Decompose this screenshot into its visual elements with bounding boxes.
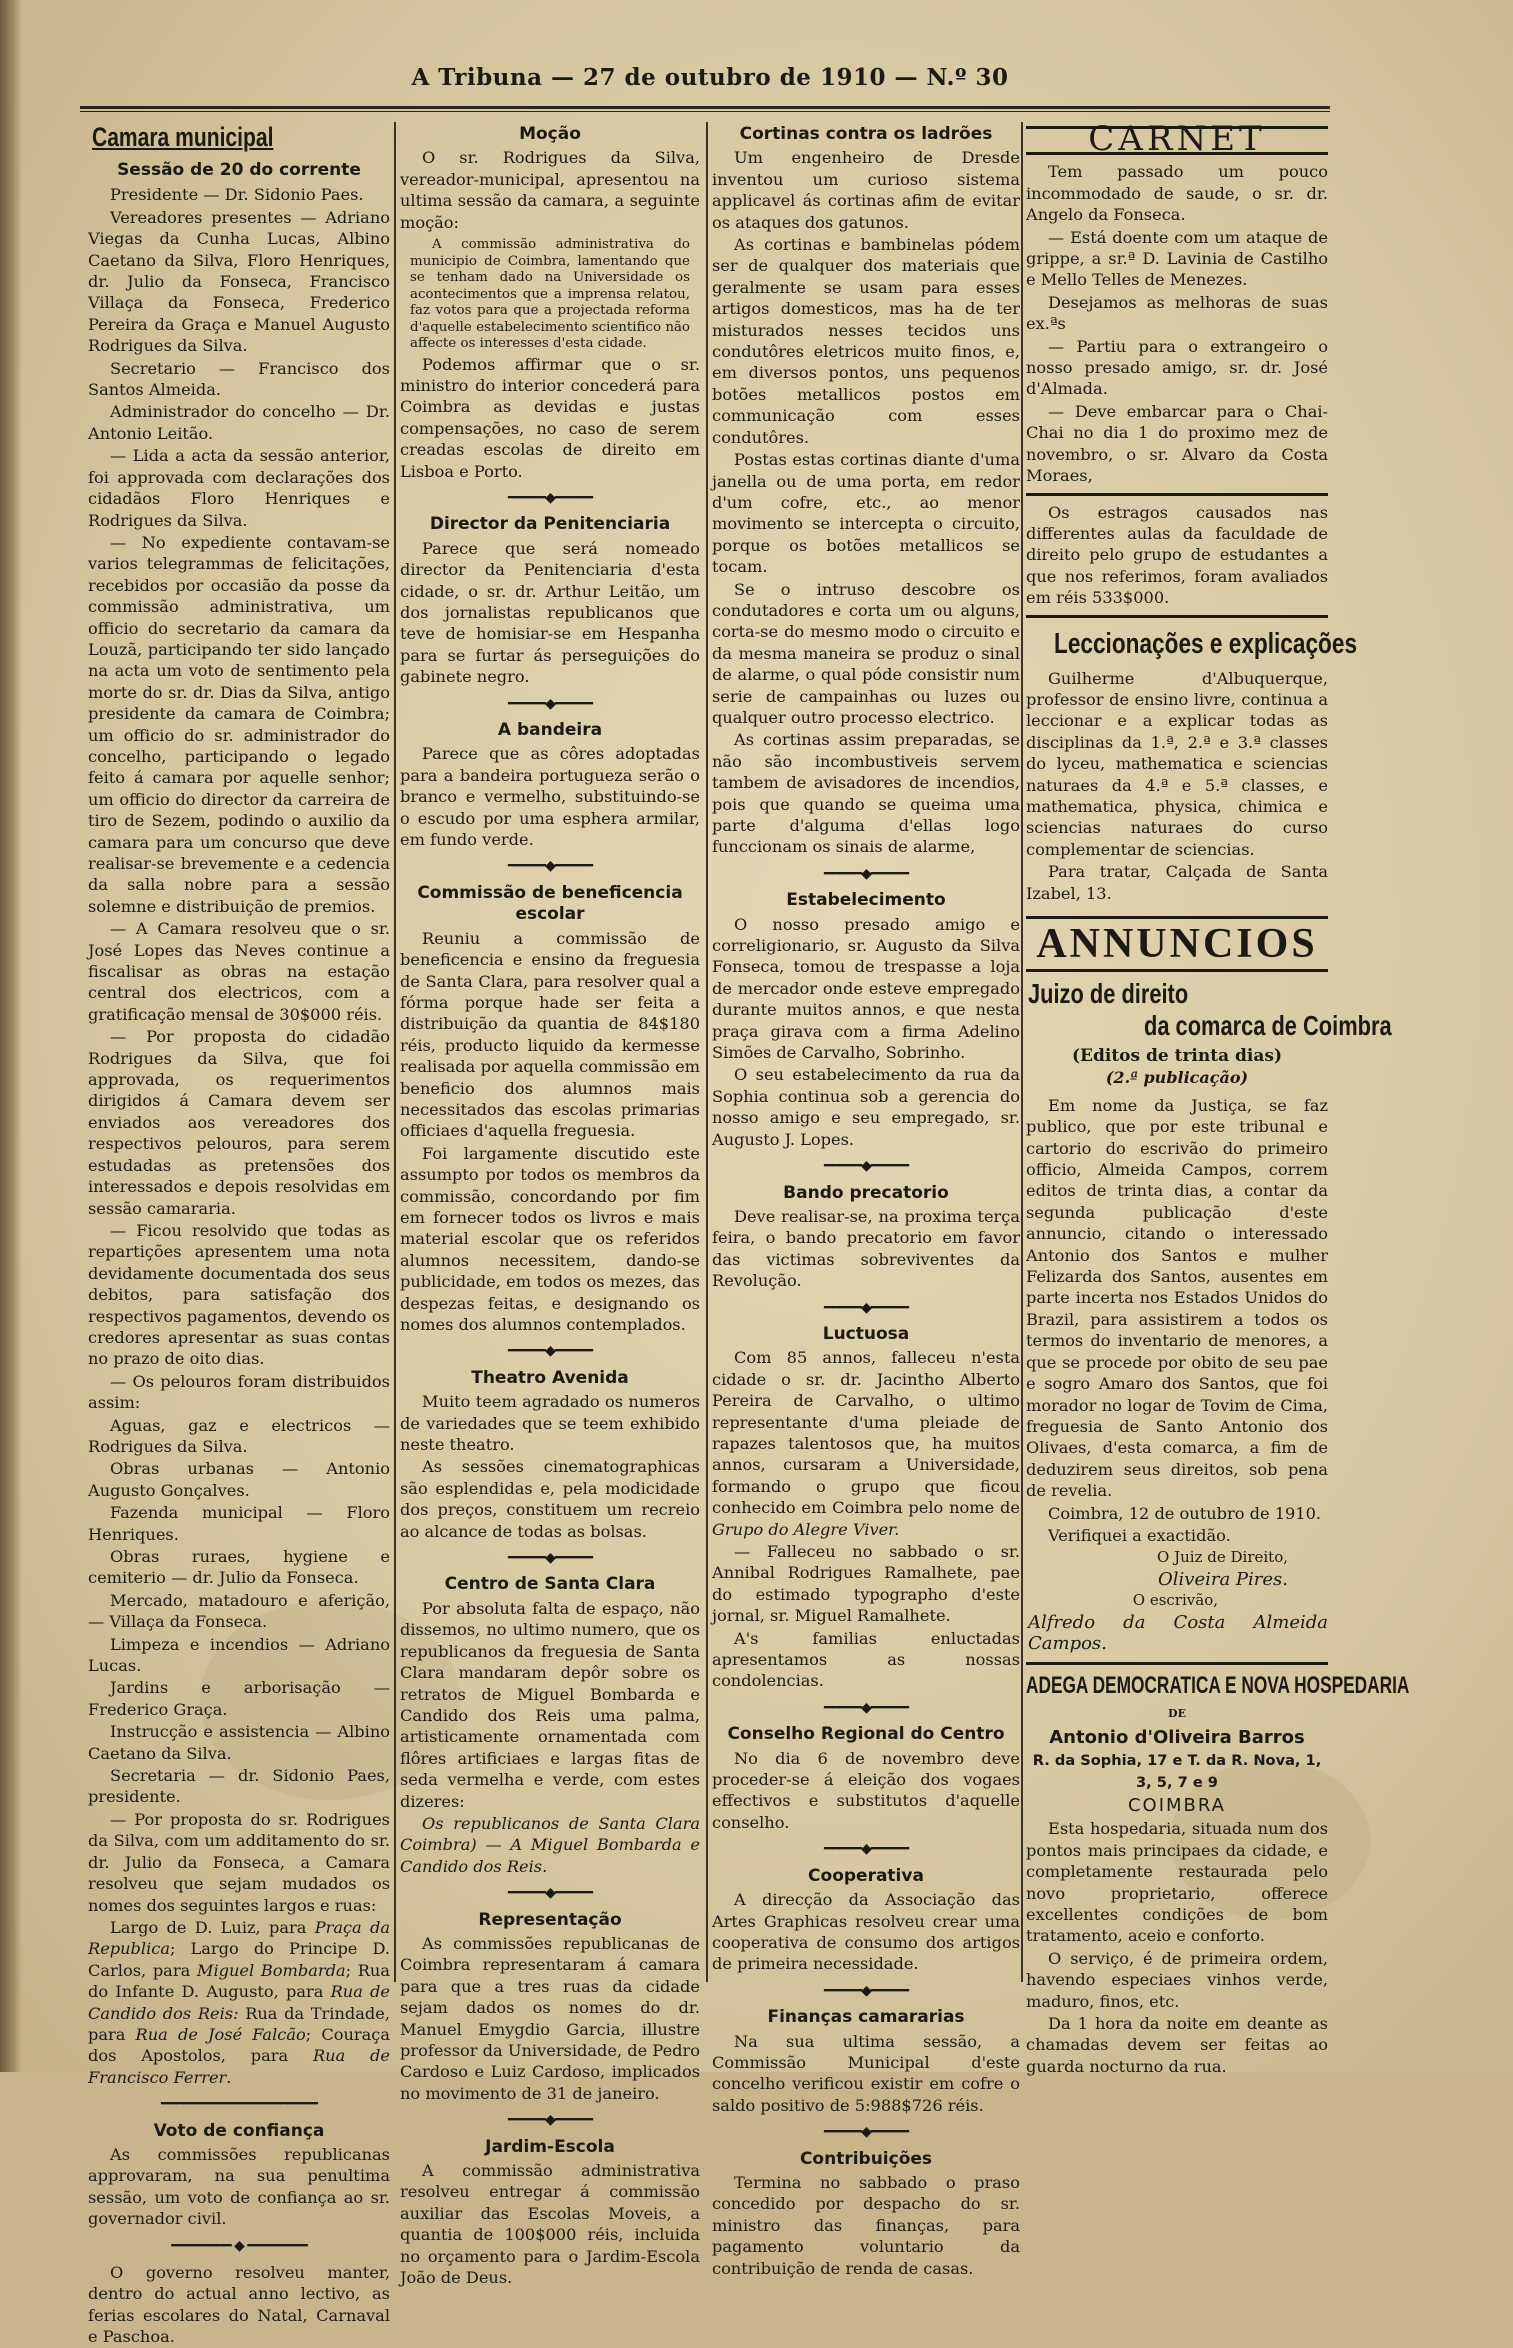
camara-municipal-title: Camara municipal bbox=[92, 122, 274, 152]
contrib-text: Termina no sabbado o praso concedido por despacho do sr. ministro das finanças, para pagamento voluntario da contribuição de renda de casas. bbox=[712, 2172, 1020, 2278]
camara-paragraph: Aguas, gaz e electricos — Rodrigues da Silva. bbox=[88, 1415, 390, 1456]
teatro-text: Muito teem agradado os numeros de variedades que se teem exhibido neste theatro. bbox=[400, 1392, 700, 1455]
camara-paragraph: Mercado, matadouro e aferição, — Villaça da Fonseca. bbox=[88, 1590, 390, 1632]
estab-text: O nosso presado amigo e correligionario, sr. Augusto da Silva Fonseca, tomou de trespasse a loja de mercador onde esteve empregado durante muitos annos, e que nesta praça girava com a firma Adelino Simões de Carvalho, Sobrinho. bbox=[712, 914, 1020, 1063]
rename-to: Rua de Francisco Ferrer bbox=[88, 2046, 390, 2087]
camara-paragraph: Limpeza e incendios — Adriano Lucas. bbox=[88, 1634, 390, 1676]
mocao-text: A commissão administrativa do municipio de Coimbra, lamentando que se tenham dado na Universidade os acontecimentos que a imprensa relatou, faz votos para que a projectada reforma d'aquelle estabelecimento scientifico não affecte os interesses d'esta cidade. bbox=[410, 237, 690, 352]
street-renames bbox=[88, 1917, 390, 2088]
bandeira-text: Parece que as côres adoptadas para a bandeira portugueza serão o branco e vermelho, substituindo-se o escudo por uma esphera armilar, em fundo verde. bbox=[400, 744, 700, 850]
camara-paragraph: — Os pelouros foram distribuidos assim: bbox=[88, 1371, 390, 1413]
column-1 bbox=[88, 120, 391, 2347]
cortinas-text: Postas estas cortinas diante d'uma janella ou de uma porta, em redor d'um cofre, etc., ao menor movimento se intercepta o circuito, porque os botões metallicos se tocam. bbox=[712, 450, 1020, 577]
camara-paragraph: — A Camara resolveu que o sr. José Lopes das Neves continue a fiscalisar as obras na estação central dos electricos, com a gratificação mensal de 30$000 réis. bbox=[88, 919, 390, 1024]
camara-paragraph: — Por proposta do sr. Rodrigues da Silva, com um additamento do sr. dr. Julio da Fonseca, a Camara resolveu que sejam mudados os nomes dos seguintes largos e ruas: bbox=[88, 1809, 390, 1915]
rename-from: Largo de D. Luiz, para bbox=[110, 1917, 315, 1937]
section-divider: ━━━━━━━━━━━━━━━━━━━━━ bbox=[160, 2096, 317, 2113]
rename-to: Rua de José Falcão bbox=[135, 2024, 306, 2044]
rename-sep: . bbox=[226, 2067, 232, 2087]
camara-paragraph: Instrucção e assistencia — Albino Caetano da Silva. bbox=[88, 1722, 390, 1763]
column-rule bbox=[394, 122, 396, 1982]
lecc-text: Guilherme d'Albuquerque, professor de ensino livre, continua a leccionar e a explicar todas as disciplinas da 1.ª, 2.ª e 3.ª classes do lyceu, mathematica e sciencias naturaes da 4.ª e 5.ª classes, e mathematica, physica, chimica e sciencias naturaes do curso complementar de sciencias. bbox=[1026, 668, 1328, 859]
camara-paragraph: Administrador do concelho — Dr. Antonio Leitão. bbox=[88, 402, 390, 443]
santaclara-title: Centro de Santa Clara bbox=[444, 1574, 656, 1595]
bando-text: Deve realisar-se, na proxima terça feira, o bando precatorio em favor das victimas sobreviventes da Revolução. bbox=[712, 1206, 1020, 1291]
rename-sep: ; bbox=[305, 2024, 322, 2044]
verifiquei-line: Verifiquei a exactidão. bbox=[1048, 1525, 1231, 1545]
juizo-text: Em nome da Justiça, se faz publico, que por este tribunal e cartorio do escrivão do primeiro officio, Almeida Campos, correm editos de trinta dias, a contar da segunda publicação d'este annuncio, citando o interessado Antonio dos Santos e mulher Felizarda dos Santos, ausentes em parte incerta nos Estados Unidos do Brazil, para assistirem a todos os termos do inventario de menores, a que se procede por obito de seu pae e sogro Amaro dos Santos, que foi morador no logar de Tovim de Cima, freguesia de Santo Antonio dos Olivaes, d'esta comarca, a fim de deduzirem seus direitos, sob pena de revelia. bbox=[1026, 1095, 1328, 1501]
luctuosa-text: — Falleceu no sabbado o sr. Annibal Rodrigues Ramalhete, pae do estimado typographo d'este jornal, sr. Miguel Ramalhete. bbox=[712, 1542, 1020, 1626]
section-divider: ━━━━━◆━━━━━ bbox=[823, 1841, 909, 1858]
mocao-title: Moção bbox=[519, 124, 581, 144]
representacao-text: As commissões republicanas de Coimbra representaram á camara para que a tres ruas da cidade sejam dados os nomes do dr. Manuel Emygdio Garcia, illustre professor da Universidade, de Pedro Cardoso e Luiz Cardoso, implicados no movimento de 31 de janeiro. bbox=[400, 1933, 700, 2103]
adega-city: COIMBRA bbox=[1127, 1795, 1226, 1816]
column-3 bbox=[712, 120, 1020, 2278]
adega-ad bbox=[1026, 1662, 1410, 2077]
date-line: Coimbra, 12 de outubro de 1910. bbox=[1048, 1503, 1322, 1523]
director-title: Director da Penitenciaria bbox=[429, 514, 671, 535]
teatro-text: As sessões cinematographicas são esplendidas e, pela modicidade dos preços, constituem um recreio ao alcance de todas as bolsas. bbox=[400, 1457, 700, 1541]
page-spine-shadow bbox=[0, 0, 22, 2072]
comissao-text: Foi largamente discutido este assumpto por todos os membros da commissão, concordando por fim em fornecer todos os livros e mais material escolar que os referidos alumnos necessitem, dando-se publicidade, em todos os mezes, das despezas feitas, e designando os nomes dos alumnos contemplados. bbox=[400, 1143, 700, 1334]
column-4 bbox=[1026, 119, 1410, 2076]
voto-title: Voto de confiança bbox=[153, 2120, 325, 2141]
camara-paragraph: Vereadores presentes — Adriano Viegas da Cunha Lucas, Albino Caetano da Silva, Floro Henriques, dr. Julio da Fonseca, Francisco Villaça da Fonseca, Frederico Pereira da Graça e Manuel Augusto Rodrigues da Silva. bbox=[88, 207, 390, 356]
bandeira-title: A bandeira bbox=[497, 720, 603, 741]
juiz-name: Oliveira Pires. bbox=[1158, 1568, 1288, 1590]
camara-paragraphs bbox=[88, 184, 390, 1916]
adega-text: O serviço, é de primeira ordem, havendo especiaes vinhos verde, maduro, finos, etc. bbox=[1026, 1948, 1328, 2011]
financas-text: Na sua ultima sessão, a Commissão Municipal d'este concelho verificou existir em cofre o saldo positivo de 5:988$726 réis. bbox=[712, 2031, 1020, 2115]
camara-paragraph: — Por proposta do cidadão Rodrigues da Silva, que foi approvada, os requerimentos dirigidos á Camara devem ser enviados aos vereadores dos respectivos pelouros, para serem estudadas as pretensões dos interessados e depois resolvidas em sessão camararia. bbox=[88, 1027, 390, 1218]
cortinas-text: As cortinas assim preparadas, se não são incombustiveis servem tambem de avisadores de incendios, pois que quando se queima uma parte d'alguma d'ellas logo funccionam os sinais de alarme, bbox=[712, 730, 1020, 857]
representacao-title: Representação bbox=[478, 1909, 622, 1930]
escrivao-name: Alfredo da Costa Almeida Campos. bbox=[1028, 1611, 1328, 1654]
section-divider: ━━━━━◆━━━━━ bbox=[507, 1885, 593, 1902]
carnet-text: Desejamos as melhoras de suas ex.ªs bbox=[1026, 292, 1328, 334]
adega-address: R. da Sophia, 17 e T. da R. Nova, 1, 3, 5, 7 e 9 bbox=[1032, 1752, 1322, 1791]
adega-title: ADEGA DEMOCRATICA E NOVA HOSPEDARIA bbox=[1026, 1672, 1410, 1700]
jardim-text: A commissão administrativa resolveu entregar á commissão auxiliar das Escolas Moveis, a quantia de 100$000 réis, incluida no orçamento para o Jardim-Escola João de Deus. bbox=[400, 2161, 700, 2288]
adega-text: Esta hospedaria, situada num dos pontos mais principaes da cidade, e completamente restaurada pelo novo proprietario, offerece excellentes condições de bom tratamento, aceio e conforto. bbox=[1026, 1819, 1328, 1946]
session-title: Sessão de 20 do corrente bbox=[117, 160, 361, 180]
column-rule bbox=[1021, 122, 1023, 1982]
santaclara-quote: Os republicanos de Santa Clara Coimbra) — A Miguel Bombarda e Candido dos Reis. bbox=[400, 1813, 700, 1876]
cortinas-text: Se o intruso descobre os condutadores e corta um ou alguns, corta-se do mesmo modo o circuito e da mesma maneira se produz o sinal de alarme, o qual póde consistir num serie de campainhas ou luzes ou qualquer outro processo electrico. bbox=[712, 579, 1020, 727]
section-divider: ━━━━━━━━ ◆ ━━━━━━━━ bbox=[171, 2237, 307, 2254]
box-rule bbox=[1026, 615, 1328, 618]
rename-to: Praça da Republica bbox=[88, 1917, 391, 1959]
ferias-text: O governo resolveu manter, dentro do actual anno lectivo, as ferias escolares do Natal, Carnaval e Paschoa. bbox=[88, 2263, 390, 2347]
camara-paragraph: Presidente — Dr. Sidonio Paes. bbox=[110, 185, 364, 205]
section-divider: ━━━━━◆━━━━━ bbox=[507, 2112, 593, 2129]
box-rule bbox=[1026, 493, 1328, 496]
section-divider: ━━━━━◆━━━━━ bbox=[507, 695, 593, 712]
column-rule bbox=[706, 122, 708, 1982]
estragos-text: Os estragos causados nas differentes aulas da faculdade de direito pelo grupo de estudantes a que nos referimos, foram avaliados em réis 533$000. bbox=[1026, 502, 1328, 608]
contrib-title: Contribuições bbox=[799, 2148, 933, 2169]
carnet-title: CARNET bbox=[1026, 126, 1328, 155]
section-divider: ━━━━━◆━━━━━ bbox=[823, 1158, 909, 1175]
cortinas-text: Um engenheiro de Dresde inventou um curioso sistema applicavel ás cortinas afim de evitar os ataques dos gatunos. bbox=[712, 148, 1020, 232]
carnet-text: — Deve embarcar para o Chai-Chai no dia 1 do proximo mez de novembro, o sr. Alvaro da Costa Moraes, bbox=[1026, 401, 1328, 486]
voto-text: As commissões republicanas approvaram, na sua penultima sessão, um voto de confiança ao sr. governador civil. bbox=[88, 2144, 390, 2229]
running-head: A Tribuna — 27 de outubro de 1910 — N.º 30 bbox=[411, 64, 1009, 91]
escrivao-label: O escrivão, bbox=[1132, 1591, 1218, 1610]
coop-text: A direcção da Associação das Artes Graphicas resolveu crear uma cooperativa de consumo dos artigos de primeira necessidade. bbox=[712, 1890, 1020, 1974]
juizo-title-2: da comarca de Coimbra bbox=[1144, 1010, 1392, 1041]
rename-from: Largo do Principe D. Carlos, para bbox=[88, 1939, 390, 1980]
conselho-title: Conselho Regional do Centro bbox=[727, 1724, 1005, 1745]
rename-from: Rua da Trindade, para bbox=[88, 2003, 390, 2044]
section-divider: ━━━━━◆━━━━━ bbox=[823, 1982, 909, 1999]
comissao-title: Commissão de beneficencia escolar bbox=[417, 882, 683, 925]
camara-paragraph: — Lida a acta da sessão anterior, foi approvada com declarações dos cidadãos Floro Henriques e Rodrigues da Silva. bbox=[88, 446, 390, 530]
juiz-label: O Juiz de Direito, bbox=[1157, 1548, 1288, 1567]
director-text: Parece que será nomeado director da Penitenciaria d'esta cidade, o sr. dr. Arthur Leitão, um dos jornalistas republicanos que teve de homisiar-se em Hespanha para se furtar ás perseguições do gabinete negro. bbox=[400, 538, 700, 687]
luctuosa-text-a: Com 85 annos, falleceu n'esta cidade o sr. dr. Jacintho Alberto Pereira de Carvalho, o ultimo representante d'uma pleiade de rapazes talentosos que, ha muitos annos, cursaram a Universidade, formando o grupo que ficou conhecido em Coimbra pelo nome de bbox=[712, 1348, 1020, 1518]
camara-paragraph: Obras urbanas — Antonio Augusto Gonçalves. bbox=[88, 1459, 390, 1500]
conselho-text: No dia 6 de novembro deve proceder-se á eleição dos vogaes effectivos e substitutos d'aquelle conselho. bbox=[712, 1748, 1020, 1832]
jardim-title: Jardim-Escola bbox=[485, 2136, 615, 2157]
juizo-title-1: Juizo de direito bbox=[1028, 978, 1189, 1009]
santaclara-text: Por absoluta falta de espaço, não dissemos, no ultimo numero, que os republicanos da freguesia de Santa Clara mandaram depôr sobre os retratos de Miguel Bombarda e Candido dos Reis uma palma, artisticamente ornamentada com flôres artificiaes e largas fitas de seda vermelha e verde, com estes dizeres: bbox=[400, 1598, 700, 1811]
header-rule bbox=[80, 106, 1330, 109]
camara-paragraph: Secretaria — dr. Sidonio Paes, presidente. bbox=[88, 1766, 390, 1807]
section-divider: ━━━━━◆━━━━━ bbox=[507, 1550, 593, 1567]
rename-from: Couraça dos Apostolos, para bbox=[88, 2024, 390, 2066]
section-divider: ━━━━━◆━━━━━ bbox=[823, 2124, 909, 2141]
camara-paragraph: Secretario — Francisco dos Santos Almeida. bbox=[88, 358, 390, 400]
section-divider: ━━━━━◆━━━━━ bbox=[507, 489, 593, 506]
carnet-text: Tem passado um pouco incommodado de saude, o sr. dr. Angelo da Fonseca. bbox=[1026, 162, 1328, 225]
rename-to: Rua de Candido dos Reis: bbox=[88, 1982, 390, 2023]
luctuosa-title: Luctuosa bbox=[822, 1323, 910, 1344]
comissao-text: Reuniu a commissão de beneficencia e ensino da freguesia de Santa Clara, para resolver qual a fórma porque hade ser feita a distribuição da quantia de 84$180 réis, producto liquido da kermesse realisada por aquella commissão em beneficio dos alumnos mais necessitados das escolas primarias officiaes d'aquella freguesia. bbox=[400, 928, 700, 1141]
financas-title: Finanças camararias bbox=[767, 2007, 965, 2028]
editos-label: (Editos de trinta dias) bbox=[1071, 1046, 1283, 1066]
luctuosa-text bbox=[712, 1347, 1020, 1540]
bando-title: Bando precatorio bbox=[783, 1182, 949, 1203]
camara-paragraph: Jardins e arborisação — Frederico Graça. bbox=[88, 1678, 390, 1719]
section-divider: ━━━━━◆━━━━━ bbox=[507, 858, 593, 875]
header-rule-thin bbox=[80, 111, 1330, 112]
rename-sep: ; bbox=[345, 1960, 358, 1980]
mocao-after: Podemos affirmar que o sr. ministro do interior concederá para Coimbra as devidas e justas compensações, no caso de serem creadas escolas de direito em Lisboa e Porto. bbox=[400, 354, 700, 481]
cortinas-title: Cortinas contra os ladrões bbox=[739, 124, 993, 144]
publicacao-label: (2.ª publicação) bbox=[1105, 1068, 1249, 1088]
annuncios-title: ANNUNCIOS bbox=[1026, 916, 1328, 972]
carnet-text: — Partiu para o extrangeiro o nosso presado amigo, sr. dr. José d'Almada. bbox=[1026, 336, 1328, 399]
camara-paragraph: Fazenda municipal — Floro Henriques. bbox=[88, 1503, 390, 1544]
lecc-text: Para tratar, Calçada de Santa Izabel, 13. bbox=[1026, 862, 1328, 903]
adega-de: DE bbox=[1168, 1707, 1186, 1721]
section-divider: ━━━━━◆━━━━━ bbox=[823, 1299, 909, 1316]
estab-text: O seu estabelecimento da rua da Sophia continua sob a gerencia do nosso amigo e seu empregado, sr. Augusto J. Lopes. bbox=[712, 1065, 1020, 1149]
estab-title: Estabelecimento bbox=[786, 890, 946, 911]
teatro-title: Theatro Avenida bbox=[471, 1367, 629, 1388]
adega-owner: Antonio d'Oliveira Barros bbox=[1049, 1726, 1305, 1748]
camara-paragraph: — Ficou resolvido que todas as repartições apresentem uma nota devidamente documentada dos seus debitos, para satisfação dos respectivos pagamentos, devendo os credores apresentar as suas contas no prazo de oito dias. bbox=[88, 1220, 390, 1369]
grupo-name: Grupo do Alegre Viver. bbox=[712, 1519, 900, 1539]
section-divider: ━━━━━◆━━━━━ bbox=[507, 1343, 593, 1360]
section-divider: ━━━━━◆━━━━━ bbox=[823, 1699, 909, 1716]
section-divider: ━━━━━◆━━━━━ bbox=[823, 865, 909, 882]
coop-title: Cooperativa bbox=[808, 1865, 924, 1886]
rename-to: Miguel Bombarda bbox=[196, 1960, 346, 1980]
cortinas-text: As cortinas e bambinelas pódem ser de qualquer dos materiais que geralmente se usam para esses artigos domesticos, mas ha de ter misturados nesses tecidos uns condutôres eletricos muito finos, e, em diversos pontos, uns pequenos botões metallicos postos em communicação com esses condutôres. bbox=[712, 235, 1020, 447]
luctuosa-text: A's familias enluctadas apresentamos as nossas condolencias. bbox=[712, 1628, 1020, 1691]
rename-from: Rua do Infante D. Augusto, para bbox=[88, 1960, 390, 2002]
camara-paragraph: — No expediente contavam-se varios telegrammas de felicitações, recebidos por occasião da posse da commissão administrativa, um officio do secretario da camara da Louzã, participando ter sido lançado na acta um voto de sentimento pela morte do sr. dr. Dias da Silva, antigo presidente da camara de Coimbra; um officio do sr. administrador do concelho, participando o legado feito á camara por aquelle senhor; um officio do director da carreira de tiro de Sezem, podindo o auxilio da camara para um concurso que deve realisar-se brevemente e a cedencia da salla nobre para a sessão solemne e distribuição de premios. bbox=[88, 532, 390, 916]
mocao-intro: O sr. Rodrigues da Silva, vereador-municipal, apresentou na ultima sessão da camara, a seguinte moção: bbox=[400, 148, 700, 232]
camara-paragraph: Obras ruraes, hygiene e cemiterio — dr. Julio da Fonseca. bbox=[88, 1547, 390, 1588]
carnet-text: — Está doente com um ataque de grippe, a sr.ª D. Lavinia de Castilho e Mello Telles de Menezes. bbox=[1026, 227, 1328, 290]
leccionacoes-title: Leccionações e explicações bbox=[1054, 627, 1358, 660]
adega-text: Da 1 hora da noite em deante as chamadas devem ser feitas ao guarda nocturno da rua. bbox=[1026, 2014, 1328, 2076]
column-2 bbox=[400, 120, 700, 2288]
rename-sep: ; bbox=[170, 1939, 191, 1959]
